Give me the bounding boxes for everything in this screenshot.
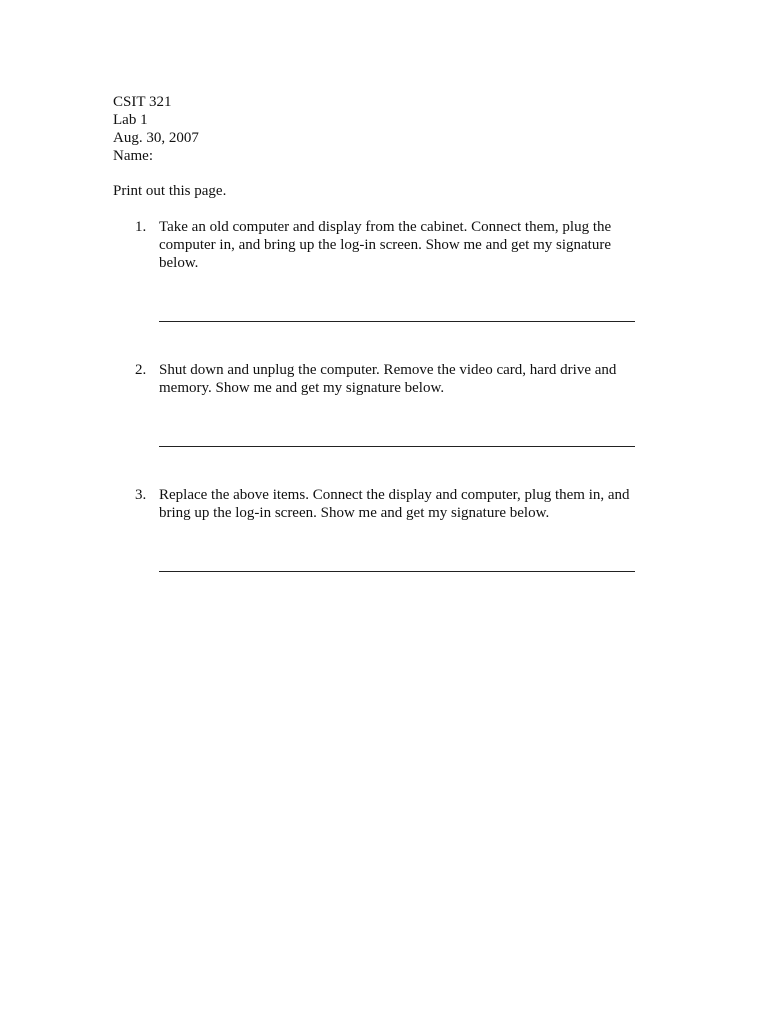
- name-label: Name:: [113, 148, 153, 164]
- task-number: 2.: [135, 362, 147, 378]
- task-text: Replace the above items. Connect the display and computer, plug them in, and bring up the log-in screen. Show me and get my signature below.: [159, 487, 630, 521]
- signature-line: [159, 321, 635, 322]
- signature-line: [159, 446, 635, 447]
- task-text: Take an old computer and display from the cabinet. Connect them, plug the computer in, and bring up the log-in screen. Show me and get my signature below.: [159, 219, 612, 271]
- course-code: CSIT 321: [113, 94, 172, 110]
- instruction-text: Print out this page.: [113, 183, 227, 199]
- document-header: [113, 93, 199, 165]
- lab-date: Aug. 30, 2007: [113, 130, 199, 146]
- task-number: 1.: [135, 219, 147, 235]
- task-text: Shut down and unplug the computer. Remove the video card, hard drive and memory. Show me and get my signature below.: [159, 362, 617, 396]
- signature-line: [159, 571, 635, 572]
- task-number: 3.: [135, 487, 147, 503]
- lab-title: Lab 1: [113, 112, 148, 128]
